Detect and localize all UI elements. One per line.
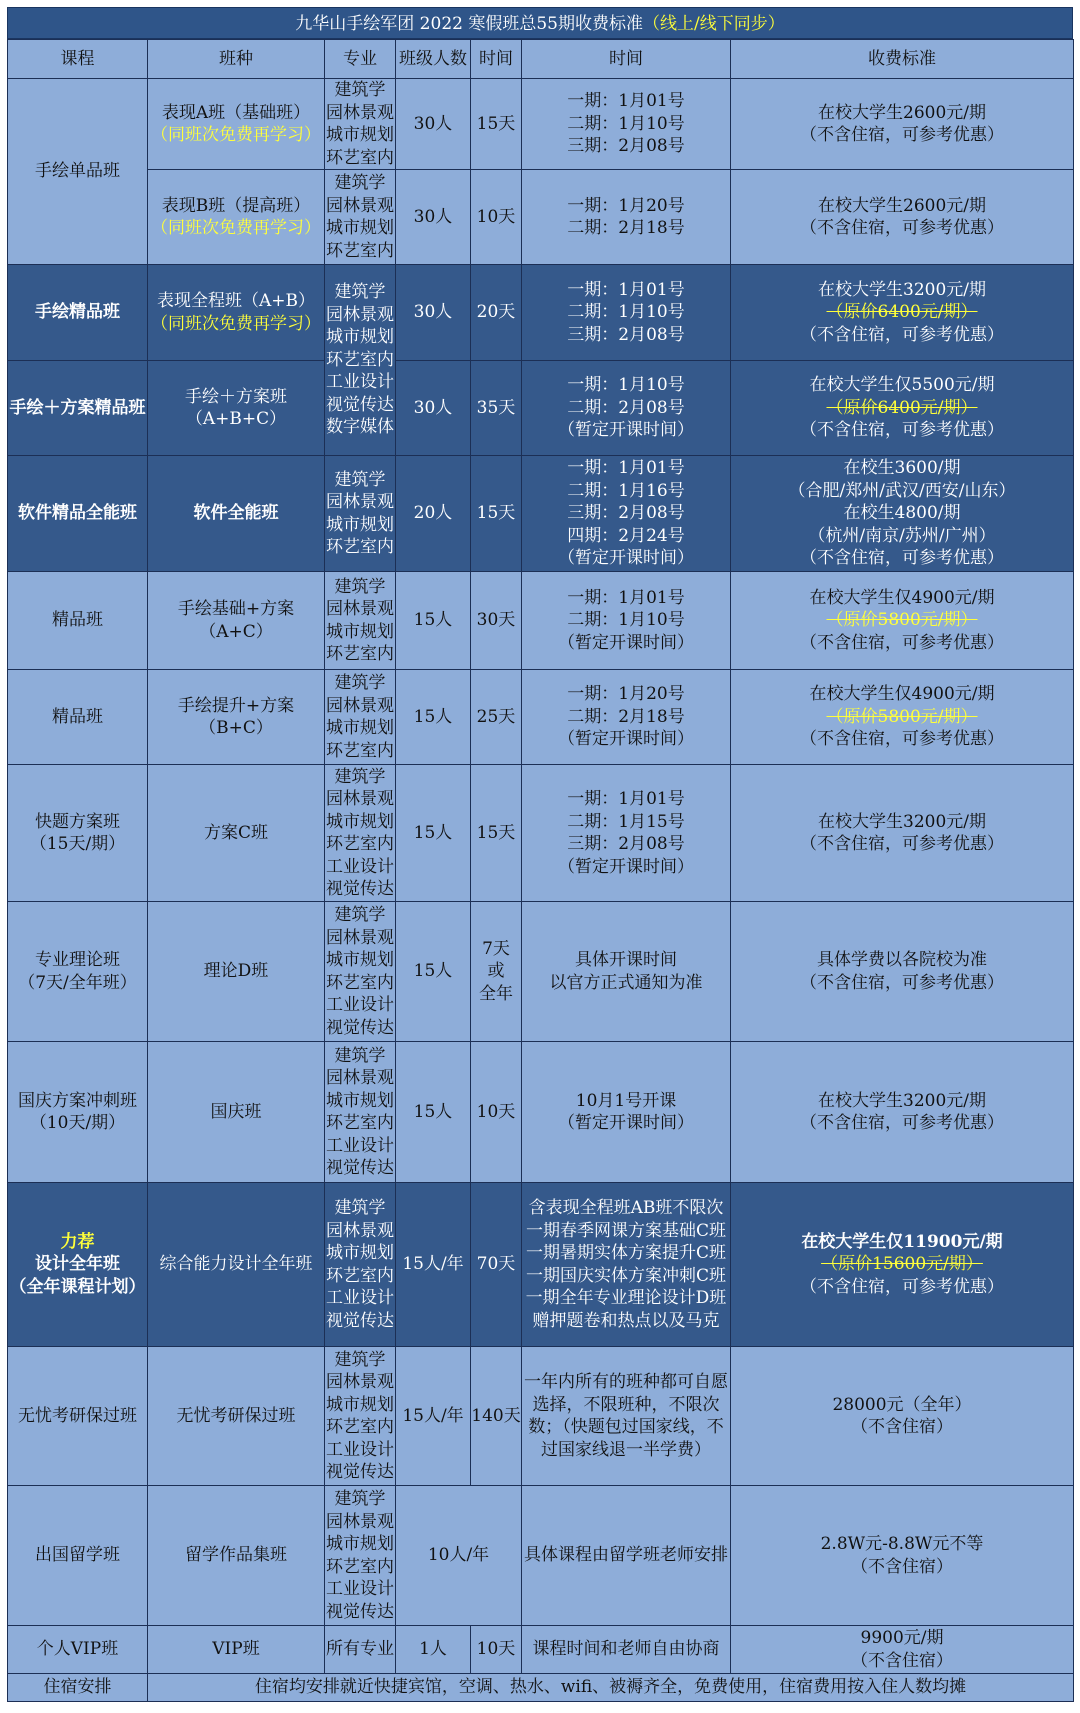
fee-line: 在校大学生仅11900元/期 bbox=[801, 1231, 1003, 1252]
schedule-item: 二期：2月08号 bbox=[567, 397, 685, 418]
schedule-item: 以官方正式通知为准 bbox=[549, 972, 703, 993]
recommended-badge: 力荐 bbox=[60, 1231, 95, 1252]
major-item: 园林景观 bbox=[326, 102, 394, 123]
major-item: 工业设计 bbox=[326, 1439, 394, 1460]
schedule-item: 三期：2月08号 bbox=[567, 503, 685, 524]
major-item: 数字媒体 bbox=[326, 417, 394, 438]
course-cell: 精品班 bbox=[8, 670, 148, 765]
fee-original-price: （原价6400元/期） bbox=[826, 302, 978, 323]
title-suffix: （线上/线下同步） bbox=[642, 14, 785, 34]
schedule-item: 过国家线退一半学费） bbox=[541, 1439, 711, 1460]
schedule-item: 一期：1月20号 bbox=[567, 684, 685, 705]
course-cell: 手绘单品班 bbox=[8, 79, 148, 265]
table-row bbox=[8, 670, 1074, 765]
major-item: 工业设计 bbox=[326, 995, 394, 1015]
fee-cell bbox=[731, 670, 1074, 765]
schedule-item: （暂定开课时间） bbox=[558, 729, 694, 750]
days-cell: 70天 bbox=[471, 1183, 522, 1347]
major-item: 环艺室内 bbox=[326, 349, 394, 370]
class-cell bbox=[148, 79, 325, 170]
table-row bbox=[8, 265, 1074, 361]
major-item: 视觉传达 bbox=[326, 1158, 394, 1178]
major-item: 环艺室内 bbox=[326, 1556, 394, 1577]
size-cell: 15人 bbox=[396, 572, 471, 670]
table-row bbox=[8, 572, 1074, 670]
table-row bbox=[8, 1486, 1074, 1626]
fee-line: （不含住宿，可参考优惠） bbox=[800, 548, 1004, 569]
schedule-item: （暂定开课时间） bbox=[558, 548, 694, 569]
fee-cell bbox=[731, 902, 1074, 1042]
class-cell: 软件全能班 bbox=[148, 456, 325, 572]
schedule-cell: 具体课程由留学班老师安排 bbox=[522, 1486, 731, 1626]
major-cell bbox=[325, 670, 396, 765]
fee-line: （不含住宿，可参考优惠） bbox=[800, 1113, 1004, 1133]
fee-line: 在校大学生3200元/期 bbox=[818, 1090, 986, 1111]
schedule-item: 10月1号开课 bbox=[575, 1090, 677, 1111]
class-cell: 国庆班 bbox=[148, 1042, 325, 1183]
major-item: 园林景观 bbox=[326, 599, 394, 619]
major-item: 工业设计 bbox=[326, 372, 394, 393]
schedule-item: 二期：1月10号 bbox=[567, 302, 685, 323]
major-item: 环艺室内 bbox=[326, 644, 394, 664]
major-item: 建筑学 bbox=[334, 1349, 386, 1370]
header-class: 班种 bbox=[148, 40, 325, 79]
schedule-item: （暂定开课时间） bbox=[558, 420, 694, 441]
schedule-item: （暂定开课时间） bbox=[558, 632, 694, 653]
major-cell bbox=[325, 902, 396, 1042]
schedule-item: 一期全年专业理论设计D班 bbox=[525, 1288, 727, 1308]
fee-line: 28000元（全年） bbox=[832, 1394, 972, 1415]
major-item: 园林景观 bbox=[326, 695, 394, 716]
fee-cell bbox=[731, 1626, 1074, 1674]
schedule-cell: 课程时间和老师自由协商 bbox=[522, 1626, 731, 1674]
days-item: 7天 bbox=[482, 938, 510, 959]
major-item: 城市规划 bbox=[326, 1243, 394, 1263]
schedule-cell bbox=[522, 170, 731, 265]
schedule-item: 一期：1月01号 bbox=[567, 91, 685, 112]
class-cell: 综合能力设计全年班 bbox=[148, 1183, 325, 1347]
days-cell: 10天 bbox=[471, 170, 522, 265]
days-cell: 10天 bbox=[471, 1626, 522, 1674]
fee-cell bbox=[731, 361, 1074, 456]
major-cell bbox=[325, 1347, 396, 1486]
course-name: 专业理论班 bbox=[35, 950, 120, 970]
course-name: 设计全年班 bbox=[35, 1254, 120, 1275]
header-row bbox=[8, 40, 1074, 79]
schedule-item: 一期：1月01号 bbox=[567, 458, 685, 479]
schedule-item: 四期：2月24号 bbox=[567, 525, 685, 546]
fee-line: 在校大学生2600元/期 bbox=[818, 195, 986, 216]
schedule-item: 一期：1月01号 bbox=[567, 789, 685, 809]
fee-line: （不含住宿，可参考优惠） bbox=[800, 972, 1004, 993]
days-cell: 10天 bbox=[471, 1042, 522, 1183]
major-item: 城市规划 bbox=[326, 514, 394, 535]
days-cell: 35天 bbox=[471, 361, 522, 456]
major-item: 环艺室内 bbox=[326, 1417, 394, 1437]
days-cell: 20天 bbox=[471, 265, 522, 361]
days-cell: 30天 bbox=[471, 572, 522, 670]
major-cell bbox=[325, 170, 396, 265]
course-subtitle: （全年课程计划） bbox=[9, 1276, 146, 1297]
major-cell bbox=[325, 79, 396, 170]
fee-cell bbox=[731, 265, 1074, 361]
class-cell: 留学作品集班 bbox=[148, 1486, 325, 1626]
major-item: 工业设计 bbox=[326, 1579, 394, 1599]
schedule-item: 三期：2月08号 bbox=[567, 324, 685, 345]
table-row bbox=[8, 361, 1074, 456]
schedule-cell bbox=[522, 765, 731, 902]
header-course: 课程 bbox=[8, 40, 148, 79]
schedule-item: 二期：1月16号 bbox=[567, 480, 685, 501]
major-cell bbox=[325, 265, 396, 456]
major-item: 园林景观 bbox=[326, 304, 394, 325]
major-item: 环艺室内 bbox=[326, 537, 394, 557]
fee-line: （不含住宿，可参考优惠） bbox=[800, 729, 1004, 750]
major-item: 环艺室内 bbox=[326, 1265, 394, 1286]
header-size: 班级人数 bbox=[396, 40, 471, 79]
schedule-item: 一期：1月20号 bbox=[567, 195, 685, 216]
course-cell: 个人VIP班 bbox=[8, 1626, 148, 1674]
major-item: 建筑学 bbox=[334, 766, 386, 787]
major-item: 城市规划 bbox=[326, 218, 394, 238]
fee-cell bbox=[731, 1347, 1074, 1486]
major-item: 园林景观 bbox=[326, 1372, 394, 1392]
major-item: 城市规划 bbox=[326, 1090, 394, 1111]
major-item: 城市规划 bbox=[326, 1534, 394, 1554]
fee-original-price: （原价5800元/期） bbox=[826, 706, 978, 727]
fee-cell bbox=[731, 456, 1074, 572]
schedule-item: 一年内所有的班种都可自愿 bbox=[524, 1372, 728, 1392]
size-cell: 10人/年 bbox=[396, 1486, 522, 1626]
table-row bbox=[8, 1674, 1074, 1702]
days-item: 全年 bbox=[479, 983, 513, 1004]
days-cell bbox=[471, 902, 522, 1042]
schedule-item: 三期：2月08号 bbox=[567, 136, 685, 157]
fee-cell bbox=[731, 1183, 1074, 1347]
course-subtitle: （10天/期） bbox=[29, 1113, 126, 1133]
major-item: 建筑学 bbox=[334, 469, 386, 490]
major-item: 建筑学 bbox=[334, 1198, 386, 1218]
fee-line: 在校大学生2600元/期 bbox=[818, 102, 986, 123]
fee-table-sheet bbox=[7, 7, 1073, 1702]
major-cell bbox=[325, 765, 396, 902]
course-cell: 住宿安排 bbox=[8, 1674, 148, 1702]
major-item: 园林景观 bbox=[326, 195, 394, 216]
schedule-item: 数；（快题包过国家线，不 bbox=[528, 1417, 724, 1437]
major-item: 园林景观 bbox=[326, 789, 394, 809]
size-cell: 15人 bbox=[396, 765, 471, 902]
days-cell: 15天 bbox=[471, 765, 522, 902]
table-row bbox=[8, 1183, 1074, 1347]
class-cell: 方案C班 bbox=[148, 765, 325, 902]
fee-cell bbox=[731, 572, 1074, 670]
major-item: 城市规划 bbox=[326, 811, 394, 832]
days-cell: 140天 bbox=[471, 1347, 522, 1486]
size-cell: 1人 bbox=[396, 1626, 471, 1674]
table-row bbox=[8, 1042, 1074, 1183]
table-row bbox=[8, 765, 1074, 902]
days-cell: 15天 bbox=[471, 456, 522, 572]
schedule-item: 二期：1月15号 bbox=[567, 811, 685, 832]
major-item: 视觉传达 bbox=[326, 1462, 394, 1482]
class-cell bbox=[148, 265, 325, 361]
class-cell: 手绘基础+方案（A+C） bbox=[148, 572, 325, 670]
fee-cell bbox=[731, 170, 1074, 265]
size-cell: 30人 bbox=[396, 170, 471, 265]
table-title bbox=[7, 7, 1073, 39]
class-cell: 无忧考研保过班 bbox=[148, 1347, 325, 1486]
schedule-cell bbox=[522, 265, 731, 361]
table-row bbox=[8, 170, 1074, 265]
schedule-item: （暂定开课时间） bbox=[558, 1113, 694, 1133]
fee-line: 在校大学生3200元/期 bbox=[818, 279, 986, 300]
class-name: 表现A班（基础班） bbox=[161, 102, 311, 123]
schedule-cell bbox=[522, 572, 731, 670]
major-item: 建筑学 bbox=[334, 282, 386, 303]
major-item: 建筑学 bbox=[334, 1489, 386, 1509]
header-days: 时间 bbox=[471, 40, 522, 79]
course-subtitle: （15天/期） bbox=[29, 834, 126, 854]
fee-line: （不含住宿，可参考优惠） bbox=[800, 834, 1004, 854]
major-item: 城市规划 bbox=[326, 950, 394, 970]
major-cell bbox=[325, 456, 396, 572]
size-cell: 30人 bbox=[396, 79, 471, 170]
major-item: 建筑学 bbox=[334, 576, 386, 597]
schedule-cell bbox=[522, 1183, 731, 1347]
major-item: 城市规划 bbox=[326, 718, 394, 738]
header-schedule: 时间 bbox=[522, 40, 731, 79]
fee-original-price: （原价15600元/期） bbox=[821, 1254, 983, 1275]
major-item: 建筑学 bbox=[334, 1045, 386, 1066]
schedule-item: （暂定开课时间） bbox=[558, 856, 694, 877]
course-cell: 出国留学班 bbox=[8, 1486, 148, 1626]
major-item: 园林景观 bbox=[326, 1511, 394, 1532]
major-cell: 所有专业 bbox=[325, 1626, 396, 1674]
schedule-cell bbox=[522, 79, 731, 170]
major-item: 环艺室内 bbox=[326, 834, 394, 854]
major-item: 建筑学 bbox=[334, 80, 386, 100]
fee-line: 具体学费以各院校为准 bbox=[817, 950, 987, 970]
course-cell: 手绘精品班 bbox=[8, 265, 148, 361]
size-cell: 15人 bbox=[396, 670, 471, 765]
major-item: 环艺室内 bbox=[326, 147, 394, 168]
schedule-item: 三期：2月08号 bbox=[567, 834, 685, 854]
major-item: 环艺室内 bbox=[326, 1113, 394, 1133]
major-item: 工业设计 bbox=[326, 856, 394, 877]
fee-line: （不含住宿，可参考优惠） bbox=[800, 1276, 1004, 1297]
fee-line: （不含住宿） bbox=[851, 1556, 953, 1577]
class-cell: 理论D班 bbox=[148, 902, 325, 1042]
size-cell: 30人 bbox=[396, 265, 471, 361]
fee-line: 在校大学生仅4900元/期 bbox=[809, 684, 995, 705]
schedule-cell bbox=[522, 670, 731, 765]
schedule-item: 一期国庆实体方案冲刺C班 bbox=[525, 1265, 726, 1286]
major-item: 园林景观 bbox=[326, 927, 394, 948]
class-cell: 手绘＋方案班（A+B+C） bbox=[148, 361, 325, 456]
days-item: 或 bbox=[487, 961, 505, 982]
major-item: 园林景观 bbox=[326, 1068, 394, 1088]
schedule-item: 含表现全程班AB班不限次 bbox=[528, 1198, 724, 1218]
course-cell bbox=[8, 765, 148, 902]
class-note: （同班次免费再学习） bbox=[151, 125, 321, 145]
schedule-cell bbox=[522, 361, 731, 456]
class-cell: VIP班 bbox=[148, 1626, 325, 1674]
major-item: 园林景观 bbox=[326, 492, 394, 512]
schedule-item: 选择，不限班种，不限次 bbox=[532, 1394, 720, 1415]
major-item: 建筑学 bbox=[334, 673, 386, 693]
major-item: 建筑学 bbox=[334, 173, 386, 193]
course-name: 快题方案班 bbox=[35, 811, 120, 832]
schedule-cell bbox=[522, 902, 731, 1042]
major-item: 城市规划 bbox=[326, 327, 394, 348]
course-subtitle: （7天/全年班） bbox=[18, 972, 137, 993]
size-cell: 30人 bbox=[396, 361, 471, 456]
table-row bbox=[8, 1626, 1074, 1674]
major-item: 环艺室内 bbox=[326, 740, 394, 761]
size-cell: 15人 bbox=[396, 1042, 471, 1183]
major-item: 视觉传达 bbox=[326, 1017, 394, 1038]
class-name: 表现全程班（A+B） bbox=[156, 291, 315, 311]
fee-cell bbox=[731, 1042, 1074, 1183]
fee-line: 在校大学生3200元/期 bbox=[818, 811, 986, 832]
schedule-item: 一期：1月01号 bbox=[567, 587, 685, 608]
course-cell bbox=[8, 1183, 148, 1347]
fee-cell bbox=[731, 1486, 1074, 1626]
schedule-item: 具体开课时间 bbox=[575, 950, 677, 970]
major-item: 工业设计 bbox=[326, 1288, 394, 1308]
fee-line: （不含住宿，可参考优惠） bbox=[800, 420, 1004, 441]
table-row bbox=[8, 79, 1074, 170]
accommodation-note: 住宿均安排就近快捷宾馆，空调、热水、wifi、被褥齐全，免费使用，住宿费用按入住人数均摊 bbox=[148, 1674, 1074, 1702]
fee-line: 9900元/期 bbox=[860, 1628, 944, 1648]
fee-line: （不含住宿，可参考优惠） bbox=[800, 218, 1004, 238]
fee-line: （不含住宿，可参考优惠） bbox=[800, 125, 1004, 145]
major-item: 视觉传达 bbox=[326, 1310, 394, 1331]
fee-line: （不含住宿，可参考优惠） bbox=[800, 632, 1004, 653]
table-row bbox=[8, 902, 1074, 1042]
major-item: 环艺室内 bbox=[326, 240, 394, 261]
class-cell bbox=[148, 170, 325, 265]
fee-line: （不含住宿） bbox=[851, 1650, 953, 1671]
schedule-cell bbox=[522, 1042, 731, 1183]
schedule-item: 二期：2月18号 bbox=[567, 218, 685, 238]
major-cell bbox=[325, 1486, 396, 1626]
fee-original-price: （原价6400元/期） bbox=[826, 397, 978, 418]
fee-line: 在校大学生仅4900元/期 bbox=[809, 587, 995, 608]
major-item: 工业设计 bbox=[326, 1135, 394, 1156]
days-cell: 25天 bbox=[471, 670, 522, 765]
course-name: 国庆方案冲刺班 bbox=[18, 1090, 137, 1111]
schedule-item: 赠押题卷和热点以及马克 bbox=[532, 1310, 720, 1331]
fee-line: 在校生3600/期 bbox=[843, 458, 961, 479]
fee-line: （合肥/郑州/武汉/西安/山东） bbox=[788, 480, 1016, 501]
course-cell: 精品班 bbox=[8, 572, 148, 670]
fee-line: 在校大学生仅5500元/期 bbox=[809, 375, 995, 396]
header-major: 专业 bbox=[325, 40, 396, 79]
table-row bbox=[8, 456, 1074, 572]
major-item: 城市规划 bbox=[326, 621, 394, 642]
schedule-item: 二期：1月10号 bbox=[567, 610, 685, 631]
schedule-item: 二期：1月10号 bbox=[567, 113, 685, 134]
fee-line: （杭州/南京/苏州/广州） bbox=[808, 525, 996, 546]
course-cell bbox=[8, 1042, 148, 1183]
course-cell: 无忧考研保过班 bbox=[8, 1347, 148, 1486]
schedule-cell bbox=[522, 456, 731, 572]
major-item: 建筑学 bbox=[334, 905, 386, 925]
size-cell: 15人/年 bbox=[396, 1183, 471, 1347]
table-row bbox=[8, 1347, 1074, 1486]
title-main: 九华山手绘军团 2022 寒假班总55期收费标准 bbox=[295, 14, 643, 34]
size-cell: 15人 bbox=[396, 902, 471, 1042]
fee-line: （不含住宿，可参考优惠） bbox=[800, 324, 1004, 345]
major-item: 视觉传达 bbox=[326, 879, 394, 899]
major-item: 园林景观 bbox=[326, 1220, 394, 1241]
fee-table bbox=[7, 39, 1074, 1702]
size-cell: 15人/年 bbox=[396, 1347, 471, 1486]
course-cell bbox=[8, 902, 148, 1042]
class-name: 表现B班（提高班） bbox=[161, 195, 311, 216]
course-cell: 手绘＋方案精品班 bbox=[8, 361, 148, 456]
major-item: 城市规划 bbox=[326, 125, 394, 145]
class-note: （同班次免费再学习） bbox=[151, 313, 321, 334]
schedule-item: 一期：1月10号 bbox=[567, 375, 685, 396]
major-item: 环艺室内 bbox=[326, 972, 394, 993]
schedule-item: 一期：1月01号 bbox=[567, 279, 685, 300]
header-fee: 收费标准 bbox=[731, 40, 1074, 79]
course-cell: 软件精品全能班 bbox=[8, 456, 148, 572]
class-note: （同班次免费再学习） bbox=[151, 218, 321, 238]
fee-line: （不含住宿） bbox=[851, 1417, 953, 1437]
fee-original-price: （原价5800元/期） bbox=[826, 610, 978, 631]
fee-cell bbox=[731, 79, 1074, 170]
major-cell bbox=[325, 1042, 396, 1183]
schedule-item: 一期暑期实体方案提升C班 bbox=[525, 1243, 726, 1263]
class-cell: 手绘提升+方案（B+C） bbox=[148, 670, 325, 765]
major-cell bbox=[325, 1183, 396, 1347]
schedule-item: 二期：2月18号 bbox=[567, 706, 685, 727]
major-item: 城市规划 bbox=[326, 1394, 394, 1415]
fee-line: 在校生4800/期 bbox=[843, 503, 961, 524]
schedule-item: 一期春季网课方案基础C班 bbox=[525, 1220, 726, 1241]
major-item: 视觉传达 bbox=[326, 1601, 394, 1622]
size-cell: 20人 bbox=[396, 456, 471, 572]
fee-cell bbox=[731, 765, 1074, 902]
fee-line: 2.8W元-8.8W元不等 bbox=[820, 1534, 984, 1554]
days-cell: 15天 bbox=[471, 79, 522, 170]
schedule-cell bbox=[522, 1347, 731, 1486]
major-cell bbox=[325, 572, 396, 670]
major-item: 视觉传达 bbox=[326, 394, 394, 415]
